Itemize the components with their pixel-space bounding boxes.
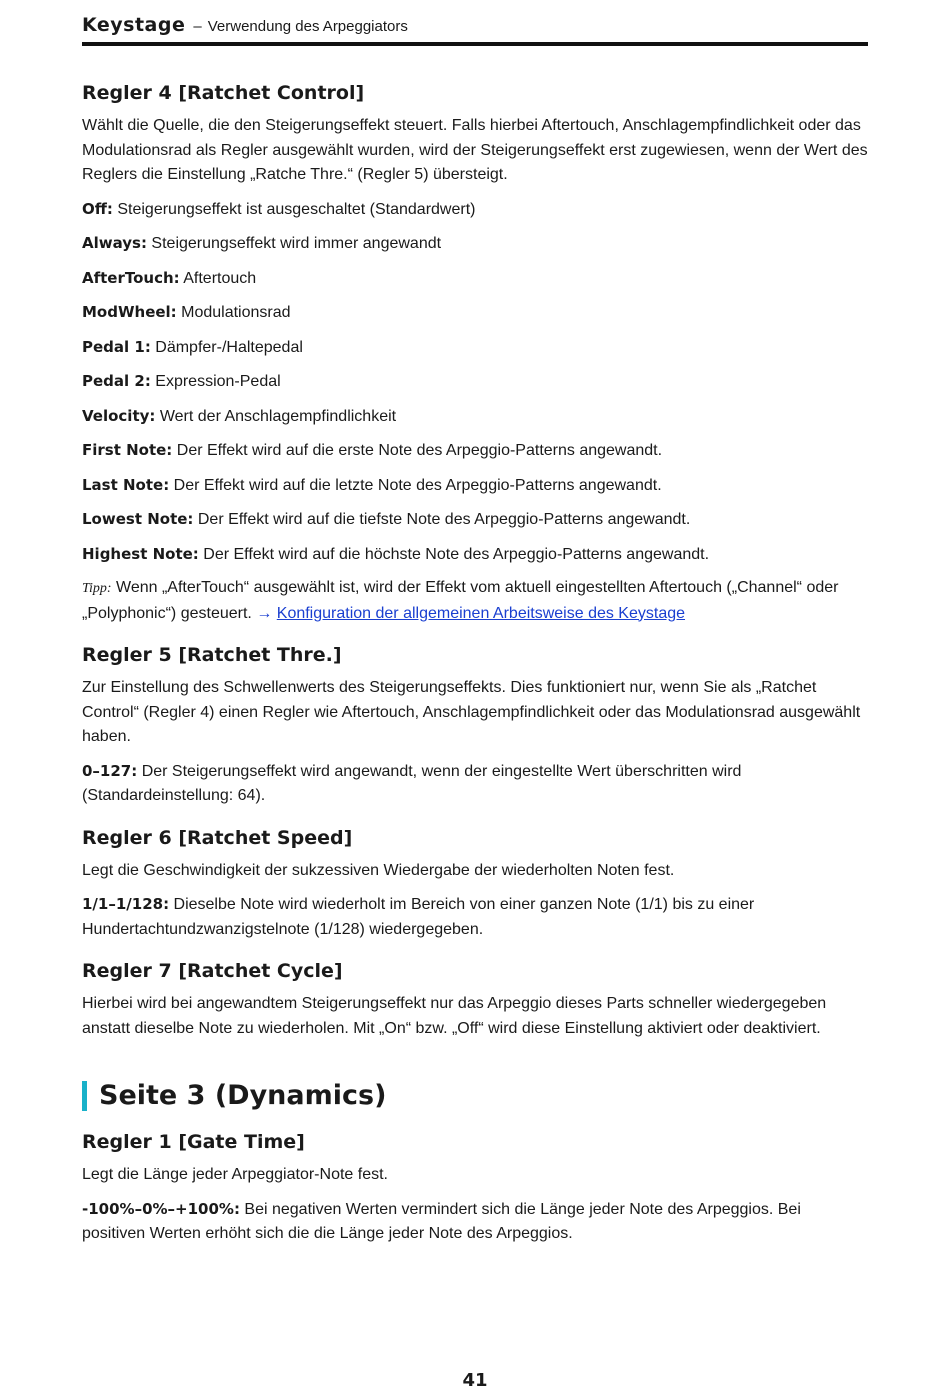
regler4-options (82, 197, 868, 568)
option-term: Always: (82, 234, 147, 252)
range-desc: Der Steigerungseffekt wird angewandt, wenn der eingestellte Wert überschritten wird (Standardeinstellung: 64). (82, 762, 742, 804)
regler4-heading: Regler 4 [Ratchet Control] (82, 82, 365, 104)
page-number: 41 (462, 1370, 488, 1391)
page3-regler1-heading: Regler 1 [Gate Time] (82, 1131, 305, 1153)
option-term: AfterTouch: (82, 268, 180, 287)
option-desc: Wert der Anschlagempfindlichkeit (155, 407, 397, 425)
option-term: Last Note: (82, 475, 170, 494)
option-off (82, 197, 868, 223)
option-desc: Steigerungseffekt wird immer angewandt (146, 235, 442, 252)
option-desc: Der Effekt wird auf die höchste Note des Arpeggio-Patterns angewandt. (198, 545, 710, 563)
option-desc: Dämpfer-/Haltepedal (150, 338, 303, 356)
option-desc: Modulationsrad (176, 304, 291, 321)
main-content (82, 80, 868, 1256)
regler6-heading: Regler 6 [Ratchet Speed] (82, 826, 353, 849)
page3-title-text: Seite 3 (Dynamics) (99, 1080, 387, 1111)
regler6-range (82, 892, 868, 942)
tip-text: Wenn „AfterTouch“ ausgewählt ist, wird der Effekt vom aktuell eingestellten Aftertouch („Channel“ oder „Polyphonic“) gesteuert. (82, 579, 839, 622)
accent-bar (82, 1081, 87, 1111)
option-desc: Der Effekt wird auf die letzte Note des Arpeggio-Patterns angewandt. (169, 476, 662, 494)
option-highest-note (82, 542, 868, 568)
regler5-heading: Regler 5 [Ratchet Thre.] (82, 644, 342, 666)
arrow-right-icon: → (256, 604, 273, 622)
option-last-note (82, 473, 868, 499)
option-term: Highest Note: (82, 544, 199, 563)
config-link[interactable]: Konfiguration der allgemeinen Arbeitsweise des Keystage (276, 604, 686, 622)
option-desc: Expression-Pedal (150, 373, 281, 390)
header-section-title: Verwendung des Arpeggiators (207, 18, 408, 35)
option-pedal1 (82, 335, 868, 361)
option-lowest-note (82, 507, 868, 533)
option-desc: Der Effekt wird auf die erste Note des Arpeggio-Patterns angewandt. (172, 442, 663, 459)
option-term: Pedal 2: (82, 372, 151, 390)
regler4-intro: Wählt die Quelle, die den Steigerungseffekt steuert. Falls hierbei Aftertouch, Anschlagempfindlichkeit oder das Modulationsrad als Regler ausgewählt wurden, wird der Steigerungseffekt erst zugewiesen, wenn der Wert des Reglers die Einstellung „Ratche Thre.“ (Regler 5) übersteigt. (82, 117, 868, 183)
option-term: First Note: (82, 441, 173, 459)
page-header (82, 14, 868, 46)
option-always (82, 231, 868, 257)
regler5-intro: Zur Einstellung des Schwellenwerts des Steigerungseffekts. Dies funktioniert nur, wenn Sie als „Ratchet Control“ (Regler 4) einen Regler wie Aftertouch, Anschlagempfindlichkeit oder das Modulationsrad ausgewählt haben. (82, 679, 861, 745)
option-desc: Der Effekt wird auf die tiefste Note des Arpeggio-Patterns angewandt. (193, 511, 691, 528)
range-desc: Bei negativen Werten vermindert sich die Länge jeder Note des Arpeggios. Bei positiven Werten erhöht sich die die Länge jeder Note des Arpeggios. (82, 1200, 801, 1242)
header-separator: – (193, 18, 202, 35)
option-modwheel (82, 300, 868, 326)
option-first-note (82, 438, 868, 464)
regler6-intro: Legt die Geschwindigkeit der sukzessiven Wiedergabe der wiederholten Noten fest. (82, 861, 675, 879)
tip-label: Tipp: (82, 581, 112, 596)
option-desc: Steigerungseffekt ist ausgeschaltet (Standardwert) (112, 200, 476, 218)
tip-paragraph (82, 576, 868, 626)
option-term: ModWheel: (82, 303, 177, 321)
range-term: -100%–0%–+100%: (82, 1199, 240, 1218)
page3-regler1-intro: Legt die Länge jeder Arpeggiator-Note fest. (82, 1166, 388, 1183)
page3-section-title (82, 1079, 868, 1113)
option-term: Velocity: (82, 406, 156, 425)
regler7-heading: Regler 7 [Ratchet Cycle] (82, 960, 343, 982)
page3-regler1-range (82, 1197, 868, 1247)
range-term: 0–127: (82, 761, 138, 780)
option-term: Pedal 1: (82, 337, 151, 356)
option-desc: Aftertouch (179, 269, 257, 287)
regler7-intro: Hierbei wird bei angewandtem Steigerungseffekt nur das Arpeggio dieses Parts schneller wiedergegeben anstatt dieselbe Note zu wiederholen. Mit „On“ bzw. „Off“ wird diese Einstellung aktiviert oder deaktiviert. (82, 995, 827, 1037)
range-term: 1/1–1/128: (82, 895, 170, 913)
range-desc: Dieselbe Note wird wiederholt im Bereich von einer ganzen Note (1/1) bis zu einer Hundertachtundzwanzigstelnote (1/128) wiedergegeben. (82, 896, 755, 938)
option-pedal2 (82, 369, 868, 395)
option-aftertouch (82, 266, 868, 292)
regler5-range (82, 759, 868, 809)
option-term: Lowest Note: (82, 510, 194, 528)
option-velocity (82, 404, 868, 430)
brand-title: Keystage (82, 14, 186, 36)
option-term: Off: (82, 199, 113, 218)
